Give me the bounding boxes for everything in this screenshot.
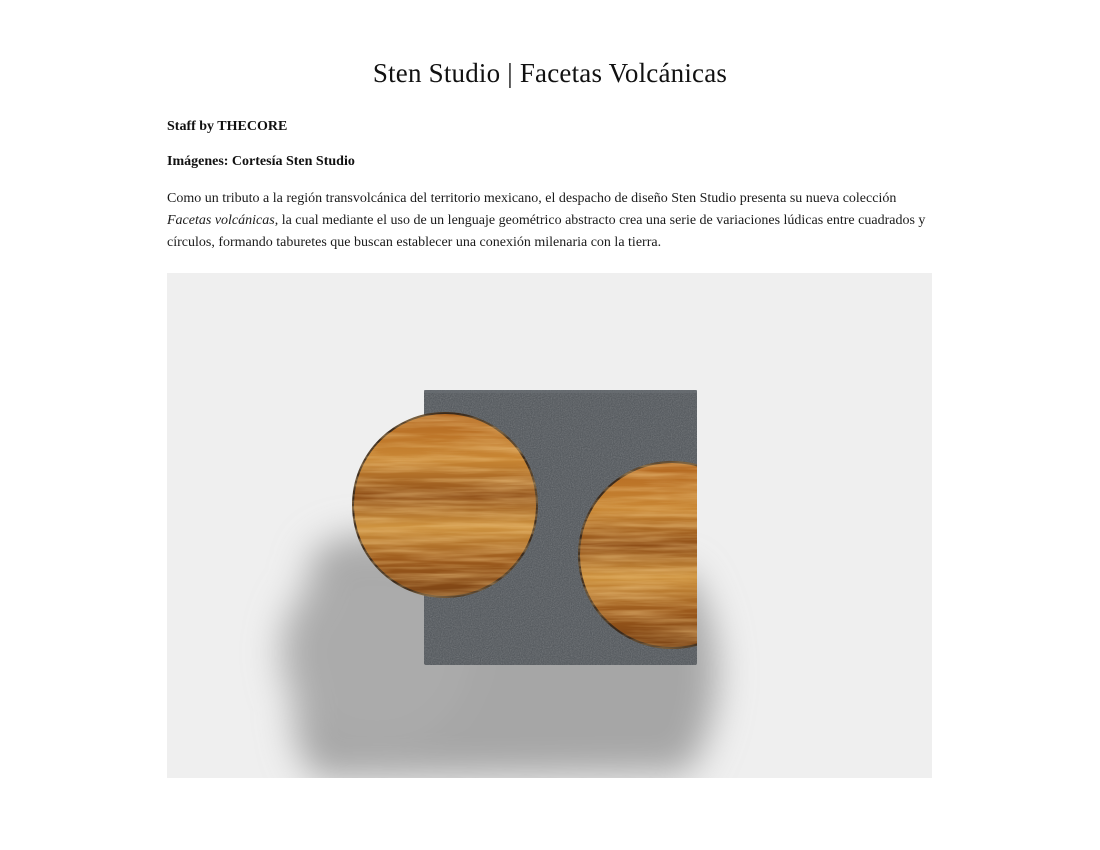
intro-paragraph	[167, 188, 932, 254]
intro-text-start: Como un tributo a la región transvolcánica del territorio mexicano, el despacho de diseño Sten Studio presenta su nueva colección	[167, 191, 897, 206]
collection-name: Facetas volcánicas	[167, 213, 275, 228]
staff-credit: Staff by THECORE	[167, 119, 288, 134]
intro-text-end: , la cual mediante el uso de un lenguaje geométrico abstracto crea una serie de variaciones lúdicas entre cuadrados y círculos, formando taburetes que buscan establecer una conexión milenaria con la tierra.	[167, 213, 926, 250]
images-credit: Imágenes: Cortesía Sten Studio	[167, 154, 355, 169]
product-photo	[167, 273, 932, 778]
page-title: Sten Studio | Facetas Volcánicas	[372, 58, 728, 88]
stool-illustration	[167, 273, 932, 778]
